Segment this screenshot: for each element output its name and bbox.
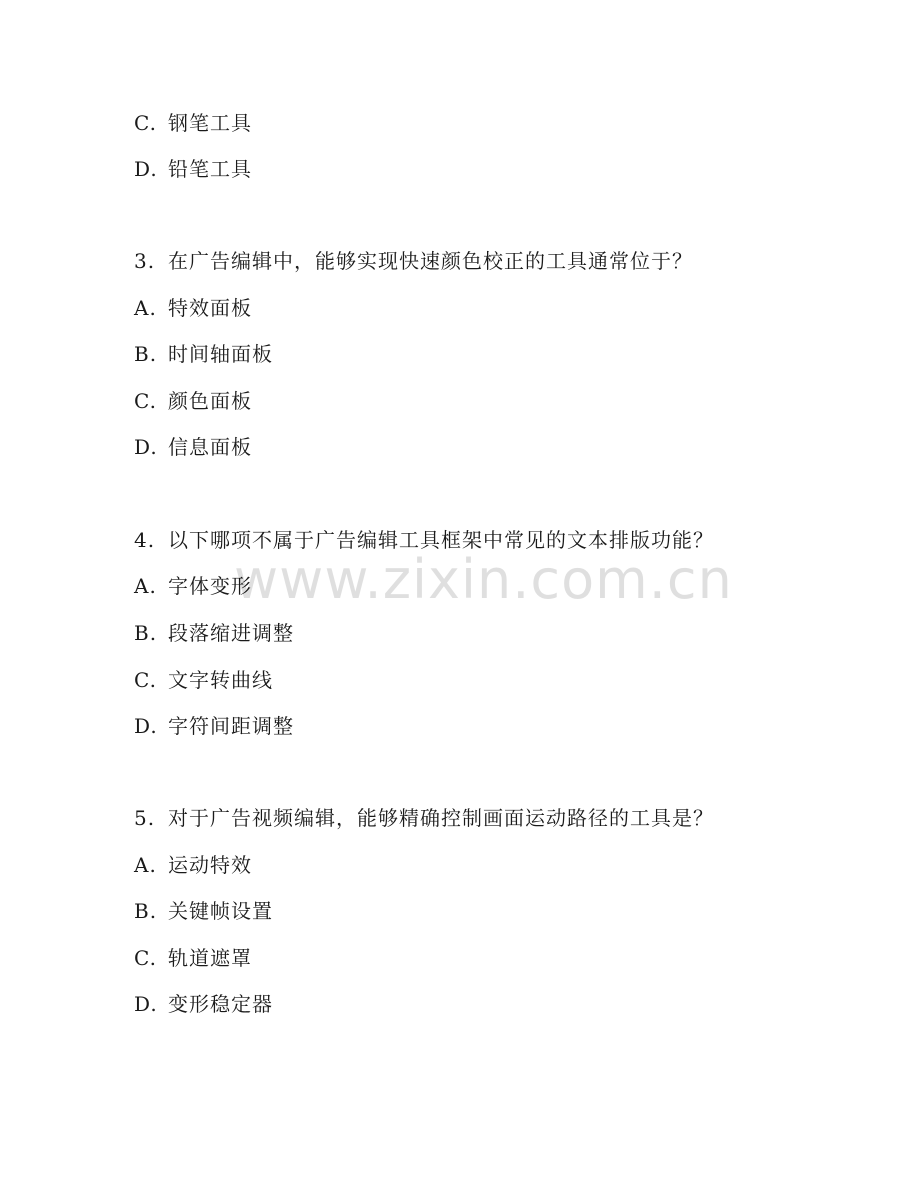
option-d [134, 154, 252, 184]
option-text: 钢笔工具 [168, 111, 252, 135]
option-letter: A. [134, 296, 157, 320]
option-letter: C. [134, 946, 157, 970]
option-text: 关键帧设置 [168, 899, 273, 923]
option-letter: D. [134, 435, 158, 459]
question-3-option-c [134, 386, 252, 416]
option-letter: C. [134, 111, 157, 135]
option-letter: D. [134, 157, 158, 181]
option-letter: A. [134, 853, 157, 877]
question-5-option-b [134, 896, 273, 926]
question-number: 4. [134, 528, 156, 552]
option-letter: C. [134, 389, 157, 413]
option-text: 字体变形 [168, 574, 252, 598]
question-number: 3. [134, 249, 156, 273]
option-letter: C. [134, 668, 157, 692]
option-text: 轨道遮罩 [168, 946, 252, 970]
question-3 [134, 246, 693, 276]
question-3-option-d [134, 432, 252, 462]
watermark: www.zixin.com.cn [234, 548, 733, 611]
option-text: 颜色面板 [168, 389, 252, 413]
option-letter: B. [134, 342, 158, 366]
question-text: 在广告编辑中，能够实现快速颜色校正的工具通常位于？ [168, 249, 693, 273]
question-4-option-b [134, 618, 294, 648]
option-text: 时间轴面板 [168, 342, 273, 366]
question-3-option-b [134, 339, 273, 369]
question-text: 以下哪项不属于广告编辑工具框架中常见的文本排版功能？ [168, 528, 714, 552]
option-text: 特效面板 [168, 296, 252, 320]
option-letter: B. [134, 899, 158, 923]
option-text: 段落缩进调整 [168, 621, 294, 645]
option-text: 信息面板 [168, 435, 252, 459]
option-text: 文字转曲线 [168, 668, 273, 692]
question-5 [134, 803, 714, 833]
question-4-option-d [134, 711, 294, 741]
question-3-option-a [134, 293, 252, 323]
option-text: 字符间距调整 [168, 714, 294, 738]
question-5-option-c [134, 943, 252, 973]
option-text: 运动特效 [168, 853, 252, 877]
question-number: 5. [134, 806, 156, 830]
option-letter: D. [134, 992, 158, 1016]
option-letter: B. [134, 621, 158, 645]
question-4-option-c [134, 665, 273, 695]
option-letter: D. [134, 714, 158, 738]
option-text: 变形稳定器 [168, 992, 273, 1016]
option-c [134, 108, 252, 138]
question-text: 对于广告视频编辑，能够精确控制画面运动路径的工具是？ [168, 806, 714, 830]
option-text: 铅笔工具 [168, 157, 252, 181]
option-letter: A. [134, 574, 157, 598]
question-5-option-d [134, 989, 273, 1019]
question-5-option-a [134, 850, 252, 880]
